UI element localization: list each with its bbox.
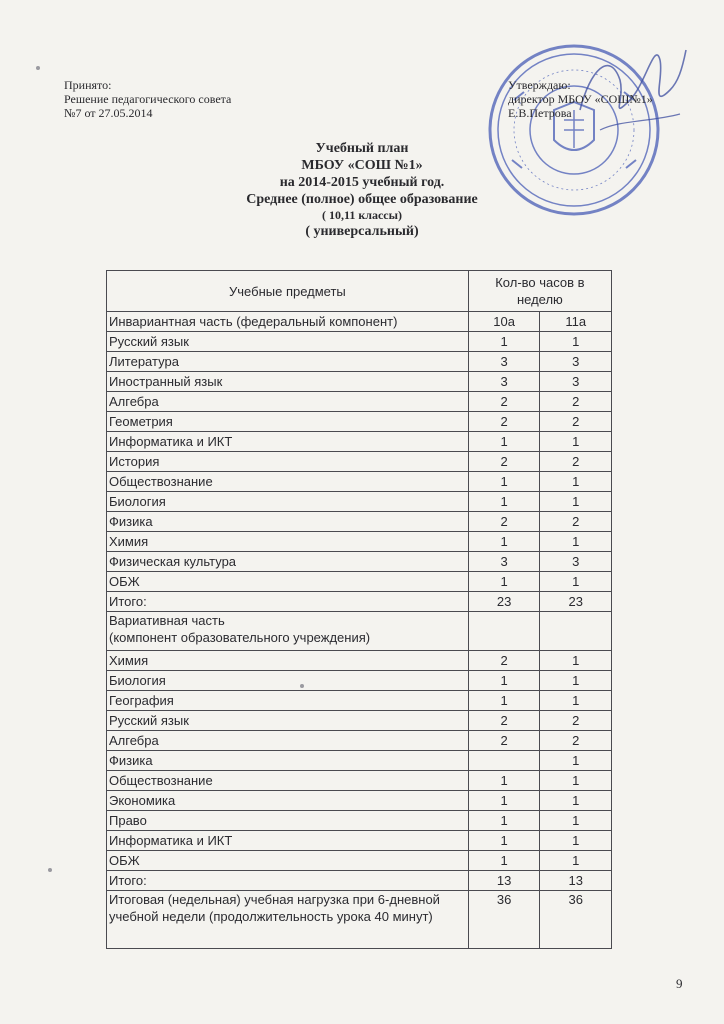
subject-cell: Физическая культура — [107, 552, 469, 572]
variable-label — [107, 612, 469, 651]
table-row — [107, 651, 612, 671]
invariant-header-row — [107, 312, 612, 332]
hours-10-cell: 2 — [468, 711, 540, 731]
hours-10-cell — [468, 751, 540, 771]
subject-cell: Право — [107, 811, 469, 831]
empty-cell — [468, 612, 540, 651]
subject-cell: Химия — [107, 651, 469, 671]
hours-11-cell: 2 — [540, 731, 612, 751]
subject-cell: Обществознание — [107, 472, 469, 492]
hours-11-cell: 1 — [540, 811, 612, 831]
hours-10-cell: 2 — [468, 512, 540, 532]
subject-cell: Химия — [107, 532, 469, 552]
hours-10-cell: 1 — [468, 771, 540, 791]
subject-cell: Алгебра — [107, 731, 469, 751]
hours-10-cell: 2 — [468, 651, 540, 671]
final-load-10: 36 — [468, 891, 540, 949]
total-label: Итого: — [107, 592, 469, 612]
hours-10-cell: 2 — [468, 412, 540, 432]
title-line3: на 2014-2015 учебный год. — [279, 175, 445, 190]
hours-11-cell: 1 — [540, 532, 612, 552]
hours-11-cell: 2 — [540, 512, 612, 532]
subject-cell: Алгебра — [107, 392, 469, 412]
hours-11-cell: 2 — [540, 452, 612, 472]
col-11a: 11а — [540, 312, 612, 332]
table-row — [107, 771, 612, 791]
hours-11-cell: 2 — [540, 711, 612, 731]
subject-cell: Физика — [107, 751, 469, 771]
hours-10-cell: 3 — [468, 352, 540, 372]
title-line1: Учебный план — [315, 141, 409, 156]
col-10a: 10а — [468, 312, 540, 332]
approval-right-line2: директор МБОУ «СОШ№1» — [508, 92, 653, 106]
subject-cell: География — [107, 691, 469, 711]
hours-10-cell: 1 — [468, 492, 540, 512]
invariant-total-row — [107, 592, 612, 612]
table-row — [107, 372, 612, 392]
hours-10-cell: 2 — [468, 452, 540, 472]
total-10: 23 — [468, 592, 540, 612]
table-header-row — [107, 271, 612, 312]
subject-cell: Информатика и ИКТ — [107, 432, 469, 452]
table-row — [107, 691, 612, 711]
table-row — [107, 811, 612, 831]
hours-11-cell: 3 — [540, 372, 612, 392]
hours-11-cell: 1 — [540, 771, 612, 791]
table-row — [107, 352, 612, 372]
hours-10-cell: 1 — [468, 432, 540, 452]
table-row — [107, 472, 612, 492]
table-row — [107, 412, 612, 432]
table-row — [107, 671, 612, 691]
approval-left-line1: Принято: — [64, 78, 112, 92]
approval-left-line3: №7 от 27.05.2014 — [64, 106, 153, 120]
page-number: 9 — [676, 976, 683, 991]
table-row — [107, 831, 612, 851]
hours-10-cell: 1 — [468, 831, 540, 851]
hours-10-cell: 1 — [468, 532, 540, 552]
scan-speck — [48, 868, 52, 872]
hours-10-cell: 1 — [468, 791, 540, 811]
approval-right — [508, 78, 653, 120]
final-load-label: Итоговая (недельная) учебная нагрузка при 6-дневной учебной недели (продолжительность урока 40 минут) — [107, 891, 469, 949]
hours-11-cell: 1 — [540, 791, 612, 811]
table-row — [107, 332, 612, 352]
variable-header-row — [107, 612, 612, 651]
hours-10-cell: 1 — [468, 811, 540, 831]
subject-cell: Физика — [107, 512, 469, 532]
variable-label-line2: (компонент образовательного учреждения) — [109, 630, 371, 645]
table-row — [107, 751, 612, 771]
scan-speck — [300, 684, 304, 688]
subject-cell: Биология — [107, 492, 469, 512]
subject-cell: Обществознание — [107, 771, 469, 791]
total-11: 23 — [540, 592, 612, 612]
hours-10-cell: 3 — [468, 372, 540, 392]
hours-11-cell: 3 — [540, 352, 612, 372]
hours-10-cell: 1 — [468, 671, 540, 691]
subject-cell: Литература — [107, 352, 469, 372]
total-11: 13 — [540, 871, 612, 891]
subject-cell: ОБЖ — [107, 572, 469, 592]
total-label: Итого: — [107, 871, 469, 891]
hours-11-cell: 1 — [540, 751, 612, 771]
hours-11-cell: 1 — [540, 432, 612, 452]
table-row — [107, 731, 612, 751]
hours-11-cell: 2 — [540, 392, 612, 412]
hours-11-cell: 1 — [540, 851, 612, 871]
empty-cell — [540, 612, 612, 651]
subject-cell: Иностранный язык — [107, 372, 469, 392]
hours-11-cell: 1 — [540, 472, 612, 492]
hours-11-cell: 1 — [540, 831, 612, 851]
hours-11-cell: 1 — [540, 671, 612, 691]
table-row — [107, 492, 612, 512]
variable-label-line1: Вариативная часть — [109, 613, 225, 628]
subject-cell: ОБЖ — [107, 851, 469, 871]
hours-11-cell: 1 — [540, 651, 612, 671]
subject-cell: Геометрия — [107, 412, 469, 432]
approval-right-line1: Утверждаю: — [508, 78, 571, 92]
hours-11-cell: 1 — [540, 332, 612, 352]
final-load-row — [107, 891, 612, 949]
final-load-11: 36 — [540, 891, 612, 949]
hours-10-cell: 2 — [468, 731, 540, 751]
title-line5: ( 10,11 классы) — [322, 208, 402, 222]
table-row — [107, 512, 612, 532]
title-line2: МБОУ «СОШ №1» — [301, 158, 423, 173]
approval-left-line2: Решение педагогического совета — [64, 92, 232, 106]
subject-cell: История — [107, 452, 469, 472]
table-row — [107, 392, 612, 412]
table-row — [107, 572, 612, 592]
hours-10-cell: 1 — [468, 691, 540, 711]
curriculum-table — [106, 270, 612, 949]
table-row — [107, 452, 612, 472]
table-row — [107, 791, 612, 811]
invariant-label: Инвариантная часть (федеральный компонент) — [107, 312, 469, 332]
hours-11-cell: 1 — [540, 691, 612, 711]
header-subjects: Учебные предметы — [107, 271, 469, 312]
table-row — [107, 851, 612, 871]
hours-11-cell: 1 — [540, 572, 612, 592]
subject-cell: Информатика и ИКТ — [107, 831, 469, 851]
hours-11-cell: 2 — [540, 412, 612, 432]
table-row — [107, 432, 612, 452]
subject-cell: Экономика — [107, 791, 469, 811]
title-line6: ( универсальный) — [305, 224, 419, 239]
table-row — [107, 711, 612, 731]
table-row — [107, 532, 612, 552]
hours-10-cell: 1 — [468, 332, 540, 352]
subject-cell: Русский язык — [107, 711, 469, 731]
hours-10-cell: 1 — [468, 472, 540, 492]
variable-total-row — [107, 871, 612, 891]
table-row — [107, 552, 612, 572]
hours-10-cell: 2 — [468, 392, 540, 412]
approval-left — [64, 78, 231, 120]
scan-speck — [36, 66, 40, 70]
hours-11-cell: 1 — [540, 492, 612, 512]
hours-10-cell: 1 — [468, 572, 540, 592]
total-10: 13 — [468, 871, 540, 891]
subject-cell: Русский язык — [107, 332, 469, 352]
document-title — [0, 140, 724, 240]
subject-cell: Биология — [107, 671, 469, 691]
title-line4: Среднее (полное) общее образование — [246, 192, 478, 207]
approval-right-line3: Е.В.Петрова — [508, 106, 572, 120]
header-hours: Кол-во часов в неделю — [468, 271, 611, 312]
hours-10-cell: 1 — [468, 851, 540, 871]
hours-10-cell: 3 — [468, 552, 540, 572]
hours-11-cell: 3 — [540, 552, 612, 572]
